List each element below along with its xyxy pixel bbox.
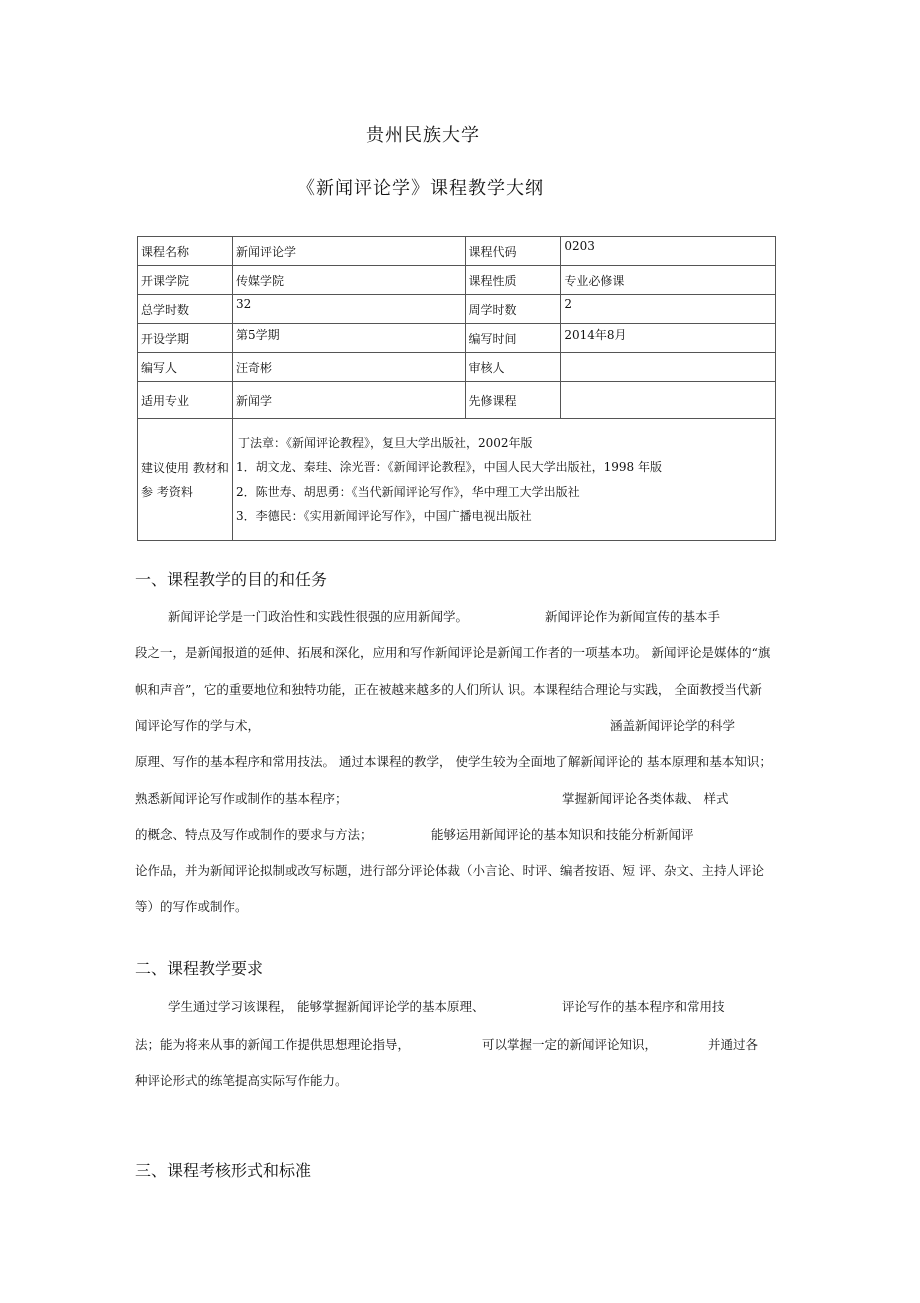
author-label: 编写人 [138,353,233,382]
reviewer-label: 审核人 [465,353,561,382]
semester-label: 开设学期 [138,324,233,353]
paragraph-line: 闻评论写作的学与术， [135,718,261,733]
references-label-line: 参 考资料 [141,484,193,499]
table-row [138,324,776,353]
section-heading: 二、课程教学要求 [135,959,264,978]
course-info-table [137,236,776,541]
paragraph-line: 能够运用新闻评论的基本知识和技能分析新闻评 [431,827,694,842]
paragraph-line: 掌握新闻评论各类体裁、 样式 [562,791,729,806]
prereq-label: 先修课程 [465,382,561,419]
paragraph-line: 新闻评论作为新闻宣传的基本手 [545,609,721,624]
paragraph-line: 等）的写作或制作。 [135,899,248,914]
references-label-line: 建议使用 教材和 [141,460,229,475]
reference-item: 1．胡文龙、秦珪、涂光晋：《新闻评论教程》，中国人民大学出版社，1998 年版 [235,460,662,474]
weekly-hours-value: 2 [561,295,776,324]
table-row [138,353,776,382]
author-value: 汪奇彬 [232,353,465,382]
paragraph-line: 的概念、特点及写作或制作的要求与方法； [135,827,373,842]
college-label: 开课学院 [138,266,233,295]
paragraph-line: 熟悉新闻评论写作或制作的基本程序； [135,791,348,806]
table-row [138,237,776,266]
section-heading: 一、课程教学的目的和任务 [135,570,328,589]
paragraph-line: 新闻评论学是一门政治性和实践性很强的应用新闻学。 [168,609,469,624]
written-time-label: 编写时间 [465,324,561,353]
paragraph-line: 帜和声音”，它的重要地位和独特功能，正在被越来越多的人们所认 识。本课程结合理论与实践， 全面教授当代新 [135,682,762,697]
paragraph-line: 涵盖新闻评论学的科学 [610,718,736,733]
paragraph-line: 段之一，是新闻报道的延伸、拓展和深化，应用和写作新闻评论是新闻工作者的一项基本功。 新闻评论是媒体的“旗 [135,645,771,660]
paragraph-line: 学生通过学习该课程， 能够掌握新闻评论学的基本原理、 [168,999,485,1014]
major-value: 新闻学 [232,382,465,419]
prereq-value [561,382,776,419]
major-label: 适用专业 [138,382,233,419]
paragraph-line: 评论写作的基本程序和常用技 [562,999,725,1014]
college-value: 传媒学院 [232,266,465,295]
semester-value: 第5学期 [232,324,465,353]
reference-item: 2．陈世寿、胡思勇：《当代新闻评论写作》，华中理工大学出版社 [235,484,580,499]
nature-value: 专业必修课 [561,266,776,295]
university-title: 贵州民族大学 [366,125,480,146]
references-label [138,419,233,541]
written-time-value: 2014年8月 [561,324,776,353]
paragraph-line: 论作品，并为新闻评论拟制或改写标题，进行部分评论体裁（小言论、时评、编者按语、短 评、杂文、主持人评论 [135,863,764,878]
reference-item: 3．李德民：《实用新闻评论写作》，中国广播电视出版社 [235,509,532,523]
paragraph-line: 可以掌握一定的新闻评论知识， [482,1037,658,1052]
table-row [138,295,776,324]
references-list [232,419,775,541]
reference-item: 丁法章：《新闻评论教程》，复旦大学出版社，2002年版 [237,435,533,450]
paragraph-line: 法；能为将来从事的新闻工作提供思想理论指导， [135,1037,411,1052]
table-row [138,419,776,541]
paragraph-line: 并通过各 [708,1037,759,1052]
reviewer-value [561,353,776,382]
total-hours-value: 32 [232,295,465,324]
table-row [138,266,776,295]
nature-label: 课程性质 [465,266,561,295]
paragraph-line: 原理、写作的基本程序和常用技法。 通过本课程的教学， 使学生较为全面地了解新闻评论的 基本原理和基本知识； [135,754,772,769]
course-name-label: 课程名称 [138,237,233,266]
weekly-hours-label: 周学时数 [465,295,561,324]
total-hours-label: 总学时数 [138,295,233,324]
course-name-value: 新闻评论学 [232,237,465,266]
document-title: 《新闻评论学》课程教学大纲 [297,178,544,199]
paragraph-line: 种评论形式的练笔提高实际写作能力。 [135,1073,348,1088]
course-code-label: 课程代码 [465,237,561,266]
section-heading: 三、课程考核形式和标准 [135,1161,312,1180]
table-row [138,382,776,419]
course-code-value: 0203 [561,237,776,266]
